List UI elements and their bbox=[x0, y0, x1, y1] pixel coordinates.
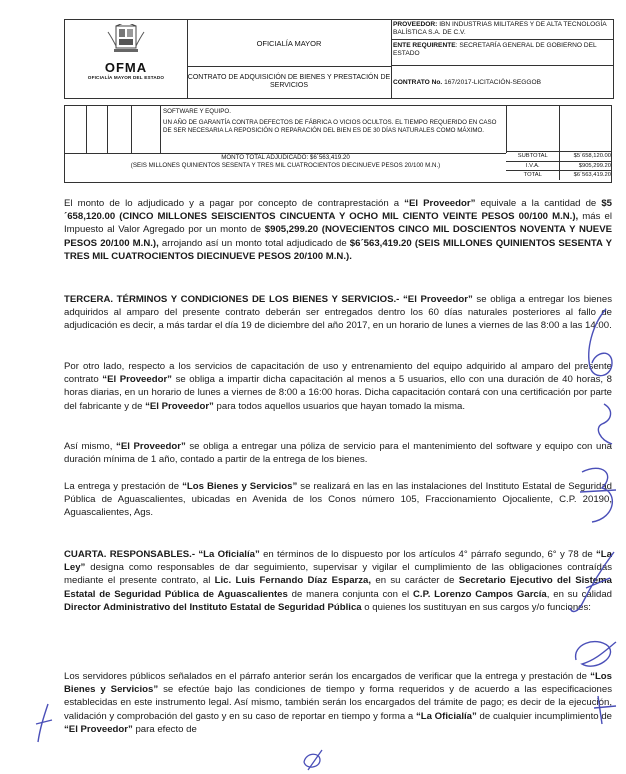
table-divider bbox=[559, 106, 560, 153]
party-name: “El Proveedor” bbox=[102, 374, 172, 386]
text-run: equivale a la cantidad de bbox=[475, 198, 602, 209]
items-table bbox=[64, 105, 612, 183]
text-run: de cualquier incumplimiento de bbox=[476, 710, 612, 722]
totals-label: TOTAL bbox=[506, 171, 560, 180]
handwritten-initial-icon bbox=[590, 690, 620, 730]
desc-line-1: SOFTWARE Y EQUIPO. bbox=[163, 108, 231, 115]
logo-subtitle: OFICIALÍA MAYOR DEL ESTADO bbox=[87, 75, 165, 80]
table-divider bbox=[107, 106, 108, 153]
monto-line-1: MONTO TOTAL ADJUDICADO: $6´563,419.20 bbox=[221, 154, 350, 161]
totals-label: SUBTOTAL bbox=[506, 152, 560, 161]
contract-type: CONTRATO DE ADQUISICIÓN DE BIENES Y PRESTACIÓN DE SERVICIOS bbox=[187, 73, 391, 89]
text-run: en su carácter de bbox=[371, 575, 459, 587]
text-run: La entrega y prestación de bbox=[64, 481, 183, 492]
logo-cell bbox=[65, 20, 188, 98]
party-name: “La Oficialía” bbox=[195, 549, 260, 560]
table-divider bbox=[160, 106, 161, 153]
party-name: “El Proveedor” bbox=[145, 400, 214, 412]
text-run: se obliga a entregar los bienes adquiridos al amparo del presente contrato deberán ser entregados dentro los 60 días naturales posteriores al fallo de adjudicación es decir, a más tardar el día 19 de diciembre del año 2017, en un horario de lunes a viernes de las 8:00 a las 14:00. bbox=[64, 294, 612, 332]
proveedor-label: PROVEEDOR: bbox=[393, 21, 438, 28]
party-name: “El Proveedor” bbox=[64, 723, 133, 735]
totals-row bbox=[506, 161, 612, 171]
desc-line-2: UN AÑO DE GARANTÍA CONTRA DEFECTOS DE FÁBRICA O VICIOS OCULTOS. EL TIEMPO REQUERIDO EN CASO DE SER NECESARIA LA REPOSICIÓN O REPARACIÓN DEL BIEN ES DE 30 DÍAS NATURALES COMO MÁXIMO. bbox=[163, 119, 497, 134]
proveedor-value: IBN INDUSTRIAS MILITARES Y DE ALTA TECNOLOGÍA BALÍSTICA S.A. DE C.V. bbox=[393, 21, 607, 36]
table-divider bbox=[86, 106, 87, 153]
monto-total bbox=[65, 154, 506, 169]
paragraph-amount bbox=[64, 197, 612, 263]
totals-block bbox=[506, 151, 612, 180]
totals-value: $5´658,120.00 bbox=[573, 153, 611, 159]
proveedor-cell bbox=[391, 20, 613, 40]
handwritten-signature-icon bbox=[566, 548, 622, 618]
logo-text: OFMA bbox=[104, 60, 148, 75]
text-run: Así mismo, bbox=[64, 441, 117, 452]
monto-line-2: (SEIS MILLONES QUINIENTOS SESENTA Y TRES MIL CUATROCIENTOS DIECINUEVE PESOS 20/100 M.N.) bbox=[130, 161, 441, 169]
handwritten-initial-icon bbox=[30, 700, 60, 746]
text-run: en términos de lo dispuesto por los artículos 4° párrafo segundo, 6° y 78 de bbox=[259, 549, 596, 560]
office-cell bbox=[187, 20, 392, 67]
party-name: “La Oficialía” bbox=[415, 710, 477, 722]
clause-heading: CUARTA. RESPONSABLES.- bbox=[64, 549, 196, 560]
text-run: se realizará en las en las instalaciones del Instituto Estatal de Seguridad Pública de Aguascalientes, ubicadas en Avenida de los Conos número 105, Fraccionamiento Ojocaliente, C.P. 20190, Aguascalientes, Ags. bbox=[64, 481, 612, 519]
totals-label: I.V.A. bbox=[506, 162, 560, 171]
amount-text: $5´658,120.00 (CINCO MILLONES SEISCIENTOS CINCUENTA Y OCHO MIL CIENTO VEINTE PESOS 00/100 M.N.), bbox=[64, 198, 612, 223]
ente-label: ENTE REQUIRENTE bbox=[393, 42, 456, 49]
paragraph-cuarta bbox=[64, 548, 612, 614]
text-run: se obliga a entregar una póliza de servicio para el mantenimiento del software y equipo con una duración mínima de 1 año, contado a partir de la entrega de los bienes. bbox=[64, 441, 613, 466]
text-run: Por otro lado, respecto a los servicios de capacitación de uso y entrenamiento del equipo adquirido al amparo del presente contrato bbox=[64, 361, 612, 386]
text-run: más el Impuesto al Valor Agregado por un monto de bbox=[64, 211, 612, 236]
handwritten-initial-icon bbox=[572, 462, 622, 532]
handwritten-initial-icon bbox=[590, 400, 620, 450]
table-divider bbox=[506, 106, 507, 153]
paragraph-tercera bbox=[64, 293, 612, 333]
person-name: C.P. Lorenzo Campos García bbox=[412, 588, 547, 600]
text-run: El monto de lo adjudicado y a pagar por concepto de contraprestación a bbox=[64, 198, 405, 209]
ente-value: : SECRETARÍA GENERAL DE GOBIERNO DEL ESTADO bbox=[393, 42, 597, 57]
item-description bbox=[163, 108, 499, 134]
text-run: se obliga a impartir dicha capacitación al menos a 5 usuarios, ello con una duración de 40 horas, 8 horas diarias, en un horario de lunes a viernes de 8:00 a 16:00 horas. Dicha capacitación contará con una certificación por parte del fabricante y de bbox=[64, 374, 612, 412]
person-name: Lic. Luis Fernando Díaz Esparza, bbox=[214, 575, 372, 587]
party-name: “El Proveedor” bbox=[399, 294, 473, 305]
text-run: para efecto de bbox=[132, 723, 197, 735]
office-name: OFICIALÍA MAYOR bbox=[256, 38, 322, 48]
table-divider bbox=[131, 106, 132, 153]
text-run: designa como responsables de dar seguimiento, supervisar y vigilar el cumplimiento de las obligaciones contraídas mediante el presente contrato, al bbox=[64, 562, 612, 587]
contrato-label: CONTRATO No. bbox=[393, 78, 443, 86]
text-run: arrojando así un monto total adjudicado de bbox=[158, 237, 350, 249]
paragraph-capacitacion bbox=[64, 360, 612, 413]
handwritten-initial-icon bbox=[582, 305, 622, 385]
position-title: Director Administrativo del Instituto Estatal de Seguridad Pública bbox=[64, 601, 362, 613]
position-title: Secretario Ejecutivo del Sistema Estatal de Seguridad Pública de Aguascalientes bbox=[64, 575, 612, 600]
totals-value: $6´563,419.20 bbox=[573, 172, 611, 178]
party-name: “Los Bienes y Servicios” bbox=[182, 481, 298, 492]
party-name: “La Ley” bbox=[64, 549, 612, 574]
handwritten-initial-icon bbox=[300, 748, 326, 772]
party-name: “El Proveedor” bbox=[116, 441, 186, 452]
totals-value: $905,299.20 bbox=[578, 162, 611, 169]
text-run: Los servidores públicos señalados en el párrafo anterior serán los encargados de verificar que la entrega y prestación de bbox=[64, 671, 591, 682]
paragraph-servidores bbox=[64, 670, 612, 736]
text-run: para todos aquellos usuarios que hayan tomado la misma. bbox=[213, 400, 466, 412]
contract-type-cell bbox=[187, 66, 392, 98]
header-table bbox=[64, 19, 614, 99]
paragraph-entrega bbox=[64, 480, 612, 520]
clause-heading: TERCERA. TÉRMINOS Y CONDICIONES DE LOS BIENES Y SERVICIOS.- bbox=[64, 294, 400, 305]
amount-text: $6´563,419.20 (SEIS MILLONES QUINIENTOS SESENTA Y TRES MIL CUATROCIENTOS DIECINUEVE PESOS 20/100 M.N.). bbox=[64, 237, 612, 262]
amount-text: $905,299.20 (NOVECIENTOS CINCO MIL DOSCIENTOS NOVENTA Y NUEVE PESOS 20/100 M.N.), bbox=[64, 224, 612, 249]
text-run: , en su calidad bbox=[546, 588, 613, 600]
party-name: “El Proveedor” bbox=[404, 198, 476, 209]
paragraph-poliza bbox=[64, 440, 612, 466]
handwritten-signature-icon bbox=[566, 630, 622, 680]
contrato-value: 167/2017-LICITACIÓN-SEGGOB bbox=[444, 78, 542, 86]
totals-row bbox=[506, 170, 612, 180]
party-name: “Los Bienes y Servicios” bbox=[64, 671, 612, 696]
text-run: o quienes los sustituyan en sus cargos y/o funciones: bbox=[361, 601, 591, 613]
text-run: se efectúe bajo las condiciones de tiempo y forma requeridos y de acuerdo a las especificaciones establecidas en este instrumento legal. Así mismo, también serán los encargados del trámite de pago; es decir de la ejecución, validación y comprobación del gasto y en su caso de reportar en tiempo y forma a bbox=[64, 684, 612, 722]
contrato-cell bbox=[391, 66, 613, 98]
text-run: de manera conjunta con el bbox=[287, 588, 413, 600]
ente-cell bbox=[391, 40, 613, 66]
coat-of-arms-icon bbox=[106, 24, 146, 54]
totals-row bbox=[506, 151, 612, 161]
